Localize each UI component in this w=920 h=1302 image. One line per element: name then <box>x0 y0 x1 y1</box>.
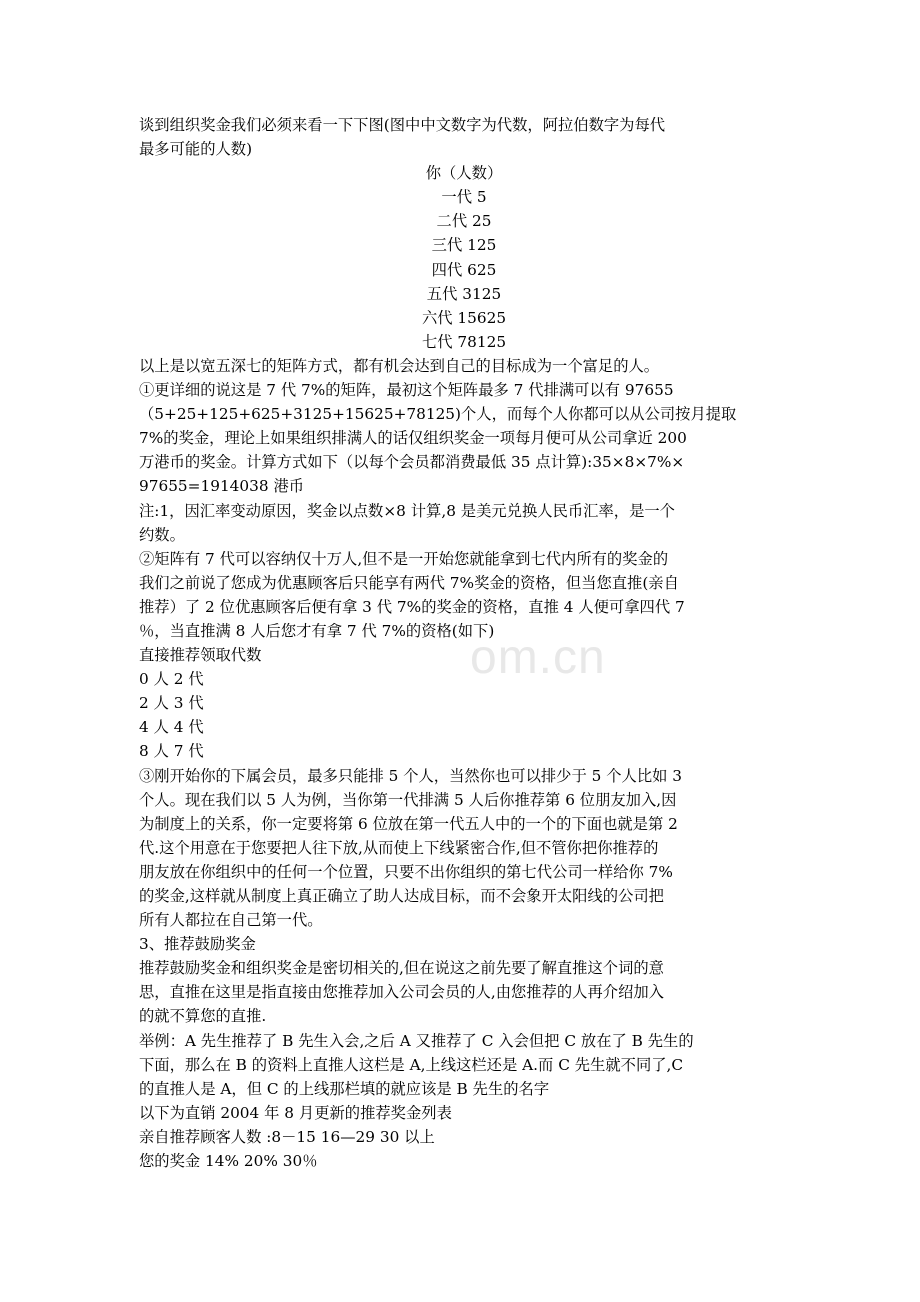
bonus-table-row: 您的奖金 14% 20% 30％ <box>139 1152 318 1171</box>
paragraph-line: 最多可能的人数) <box>139 140 253 159</box>
paragraph-line: 所有人都拉在自己第一代。 <box>139 911 323 930</box>
list-heading: 直接推荐领取代数 <box>139 646 262 665</box>
paragraph-line: ②矩阵有 7 代可以容纳仅十万人,但不是一开始您就能拿到七代内所有的奖金的 <box>139 549 669 568</box>
paragraph-line: ①更详细的说这是 7 代 7%的矩阵，最初这个矩阵最多 7 代排满可以有 97655 <box>139 381 674 400</box>
paragraph-line: 万港币的奖金。计算方式如下（以每个会员都消费最低 35 点计算):35×8×7%× <box>139 453 685 472</box>
generation-row: 五代 3125 <box>426 284 502 303</box>
example-line: 举例：A 先生推荐了 B 先生入会,之后 A 又推荐了 C 入会但把 C 放在了 B 先生的 <box>139 1031 694 1050</box>
list-item: 0 人 2 代 <box>139 670 204 689</box>
paragraph-line: 朋友放在你组织中的任何一个位置，只要不出你组织的第七代公司一样给你 7% <box>139 862 673 881</box>
generation-row: 二代 25 <box>436 212 492 231</box>
paragraph-line: 我们之前说了您成为优惠顾客后只能享有两代 7%奖金的资格，但当您直推(亲自 <box>139 573 679 592</box>
paragraph-line: 思，直推在这里是指直接由您推荐加入公司会员的人,由您推荐的人再介绍加入 <box>139 983 664 1002</box>
generation-row: 一代 5 <box>441 188 487 207</box>
paragraph-line: 7%的奖金，理论上如果组织排满人的话仅组织奖金一项每月便可从公司拿近 200 <box>139 429 687 448</box>
paragraph-line: ％，当直推满 8 人后您才有拿 7 代 7%的资格(如下) <box>139 621 495 640</box>
bonus-table-row: 亲自推荐顾客人数 :8－15 16—29 30 以上 <box>139 1127 435 1146</box>
paragraph-line: 代.这个用意在于您要把人往下放,从而使上下线紧密合作,但不管你把你推荐的 <box>139 838 659 857</box>
list-item: 8 人 7 代 <box>139 742 204 761</box>
paragraph-line: （5+25+125+625+3125+15625+78125)个人，而每个人你都可以从公司按月提取 <box>139 405 737 424</box>
paragraph-line: ③刚开始你的下属会员，最多只能排 5 个人，当然你也可以排少于 5 个人比如 3 <box>139 766 683 785</box>
note-line: 约数。 <box>139 525 185 544</box>
list-item: 4 人 4 代 <box>139 718 204 737</box>
example-line: 下面，那么在 B 的资料上直推人这栏是 A,上线这栏还是 A.而 C 先生就不同了,C <box>139 1055 684 1074</box>
paragraph-line: 97655=1914038 港币 <box>139 477 305 496</box>
paragraph-line: 的奖金,这样就从制度上真正确立了助人达成目标，而不会象开太阳线的公司把 <box>139 887 664 905</box>
paragraph-line: 以下为直销 2004 年 8 月更新的推荐奖金列表 <box>139 1103 452 1122</box>
generation-row: 四代 625 <box>431 260 497 279</box>
generation-row: 三代 125 <box>431 236 497 255</box>
document-body <box>139 113 789 1173</box>
tree-root-label: 你（人数） <box>425 164 503 183</box>
list-item: 2 人 3 代 <box>139 694 204 713</box>
note-line: 注:1，因汇率变动原因，奖金以点数×8 计算,8 是美元兑换人民币汇率，是一个 <box>139 501 675 520</box>
section-heading: 3、推荐鼓励奖金 <box>139 935 256 954</box>
watermark: om.cn <box>470 631 606 684</box>
paragraph-line: 的就不算您的直推. <box>139 1007 267 1026</box>
paragraph-line: 推荐鼓励奖金和组织奖金是密切相关的,但在说这之前先要了解直推这个词的意 <box>139 959 664 978</box>
paragraph-line: 谈到组织奖金我们必须来看一下下图(图中中文数字为代数，阿拉伯数字为每代 <box>139 116 666 134</box>
generation-row: 六代 15625 <box>421 308 507 327</box>
paragraph-line: 个人。现在我们以 5 人为例，当你第一代排满 5 人后你推荐第 6 位朋友加入,因 <box>139 790 677 809</box>
generation-row: 七代 78125 <box>421 332 507 351</box>
paragraph-line: 推荐）了 2 位优惠顾客后便有拿 3 代 7%的奖金的资格，直推 4 人便可拿四代 7 <box>139 597 685 616</box>
paragraph-line: 为制度上的关系，你一定要将第 6 位放在第一代五人中的一个的下面也就是第 2 <box>139 814 678 833</box>
paragraph-line: 以上是以宽五深七的矩阵方式，都有机会达到自己的目标成为一个富足的人。 <box>139 356 660 375</box>
example-line: 的直推人是 A，但 C 的上线那栏填的就应该是 B 先生的名字 <box>139 1079 550 1098</box>
